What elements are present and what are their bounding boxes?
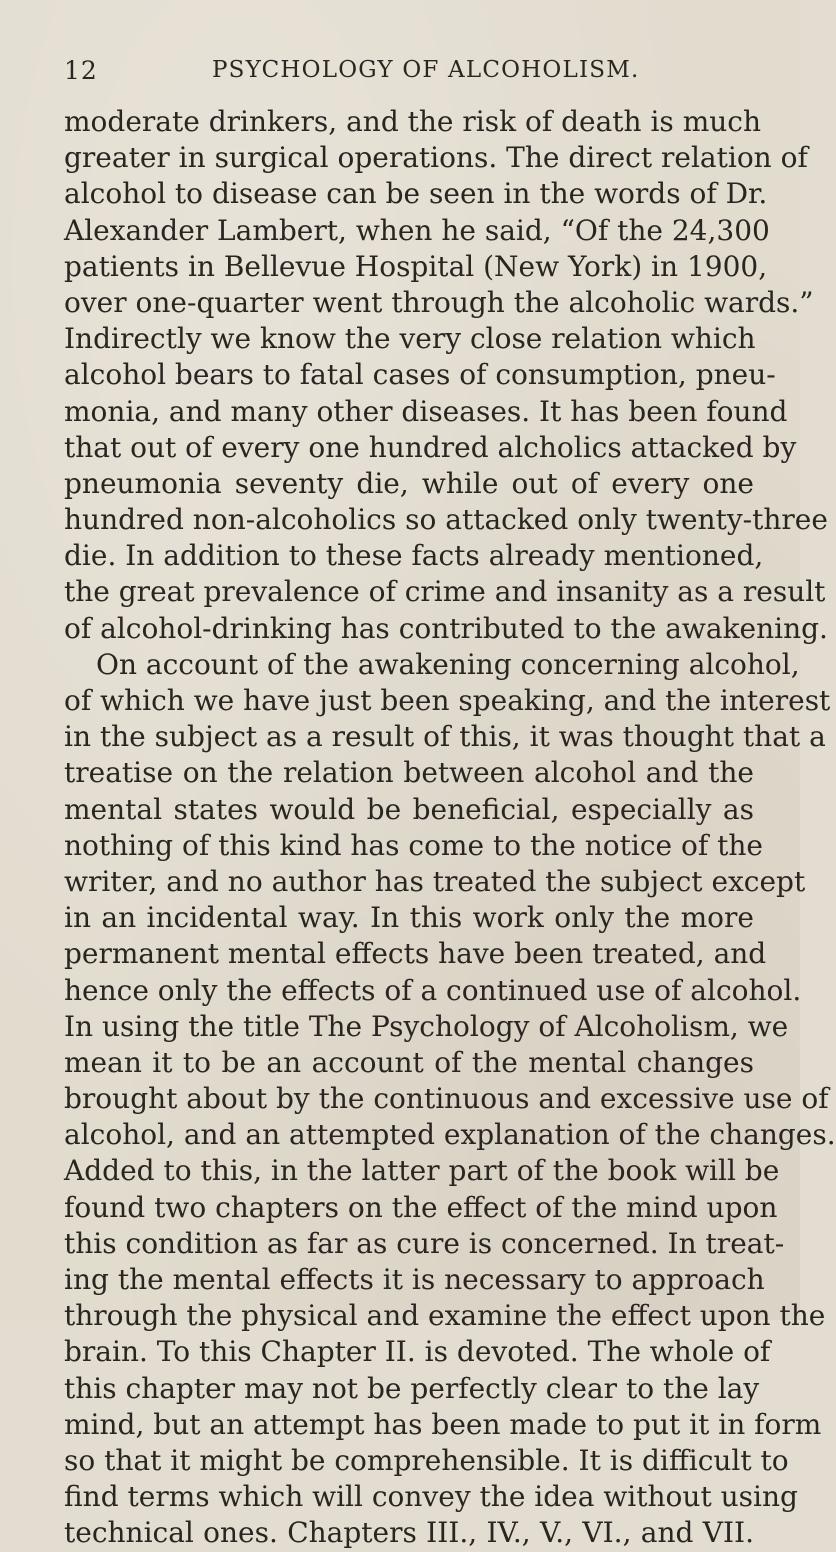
text-line: die. In addition to these facts already mentioned, — [64, 539, 764, 573]
text-line: writer, and no author has treated the subject except — [64, 864, 806, 898]
text-line: Indirectly we know the very close relation which — [64, 322, 756, 356]
text-line: Alexander Lambert, when he said, “Of the 24,300 — [64, 213, 770, 247]
text-line: patients in Bellevue Hospital (New York) in 1900, — [64, 249, 768, 283]
text-line: permanent mental effects have been treated, and — [64, 937, 767, 971]
text-line: monia, and many other diseases. It has been found — [64, 394, 788, 428]
text-line: brought about by the continuous and excessive use of — [64, 1082, 829, 1116]
text-line: Added to this, in the latter part of the book will be — [64, 1154, 780, 1188]
text-line: In using the title The Psychology of Alcoholism, we — [64, 1009, 789, 1043]
text-line: the great prevalence of crime and insanity as a result — [64, 575, 826, 609]
text-line: brain. To this Chapter II. is devoted. The whole of — [64, 1335, 771, 1369]
text-line: alcohol, and an attempted explanation of the changes. — [64, 1118, 836, 1152]
text-line: On account of the awakening concerning alcohol, — [96, 647, 800, 681]
text-line: find terms which will convey the idea without using — [64, 1480, 798, 1514]
text-line: this chapter may not be perfectly clear to the lay — [64, 1371, 760, 1405]
text-line: treatise on the relation between alcohol and the — [64, 756, 754, 790]
running-head: PSYCHOLOGY OF ALCOHOLISM. — [212, 57, 640, 83]
page-number: 12 — [64, 55, 98, 85]
text-line: greater in surgical operations. The direct relation of — [64, 141, 808, 175]
text-line: this condition as far as cure is concerned. In treat- — [64, 1226, 785, 1260]
text-line: of alcohol-drinking has contributed to the awakening. — [64, 611, 828, 645]
text-line: of which we have just been speaking, and the interest — [64, 684, 831, 717]
text-line: nothing of this kind has come to the notice of the — [64, 828, 763, 862]
text-line: moderate drinkers, and the risk of death is much — [64, 105, 761, 138]
text-line: mean it to be an account of the mental changes — [64, 1045, 754, 1079]
text-line: found two chapters on the effect of the mind upon — [64, 1190, 778, 1224]
text-line: so that it might be comprehensible. It is difficult to — [64, 1443, 789, 1477]
text-line: pneumonia seventy die, while out of every one — [64, 466, 754, 500]
text-line: alcohol bears to fatal cases of consumption, pneu- — [64, 358, 776, 392]
text-line: hundred non-alcoholics so attacked only twenty-three — [64, 503, 828, 537]
text-line: that out of every one hundred alcholics attacked by — [64, 430, 797, 464]
page-header — [64, 50, 754, 90]
text-line: alcohol to disease can be seen in the words of Dr. — [64, 177, 768, 211]
text-line: over one-quarter went through the alcoholic wards.” — [64, 285, 814, 319]
text-line: mental states would be beneficial, especially as — [64, 792, 754, 826]
text-line: through the physical and examine the effect upon the — [64, 1299, 826, 1333]
text-line: in an incidental way. In this work only the more — [64, 901, 754, 935]
text-line: mind, but an attempt has been made to put it in form — [64, 1407, 822, 1441]
text-line: hence only the effects of a continued use of alcohol. — [64, 973, 802, 1007]
body-text — [64, 104, 836, 1552]
text-line: technical ones. Chapters III., IV., V., VI., and VII. — [64, 1516, 754, 1550]
text-line: ing the mental effects it is necessary to approach — [64, 1263, 765, 1296]
text-line: in the subject as a result of this, it was thought that a — [64, 720, 826, 754]
